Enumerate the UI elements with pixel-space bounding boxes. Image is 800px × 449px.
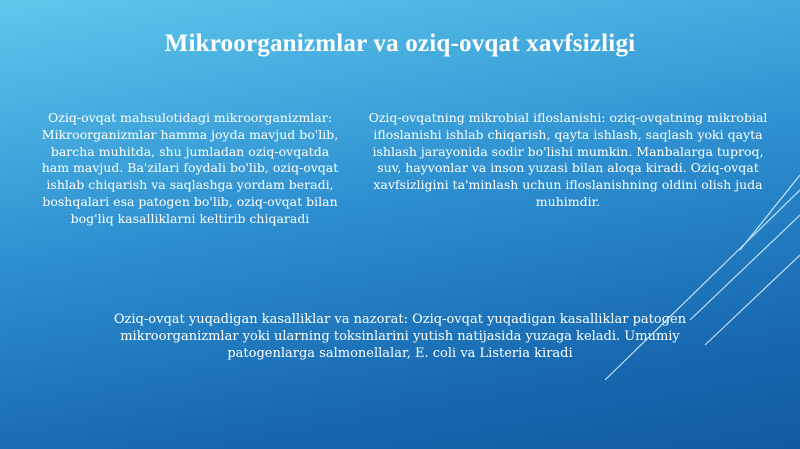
deco-line-2 bbox=[690, 215, 800, 320]
text-block-foodborne-diseases: Oziq-ovqat yuqadigan kasalliklar va nazorat: Oziq-ovqat yuqadigan kasalliklar patogen mikroorganizmlar yoki ularning toksinlarini yutish natijasida yuzaga keladi. Umumiy patogenlarga salmonellalar, E. coli va Listeria kiradi bbox=[113, 312, 687, 361]
text-block-contamination: Oziq-ovqatning mikrobial ifloslanishi: oziq-ovqatning mikrobial ifloslanishi ishlab chiqarish, qayta ishlash, saqlash yoki qayta ishlash jarayonida sodir bo'lishi mumkin. Manbalarga tuproq, suv, hayvonlar va inson yuzasi bilan aloqa kiradi. Oziq-ovqat xavfsizligini ta'minlash uchun ifloslanishning oldini olish juda muhimdir. bbox=[368, 110, 768, 209]
slide-title: Mikroorganizmlar va oziq-ovqat xavfsizligi bbox=[164, 30, 636, 57]
text-block-microorganisms: Oziq-ovqat mahsulotidagi mikroorganizmlar: Mikroorganizmlar hamma joyda mavjud bo'lib, barcha muhitda, shu jumladan oziq-ovqatda ham mavjud. Ba'zilari foydali bo'lib, oziq-ovqat ishlab chiqarish va saqlashga yordam beradi, boshqalari esa patogen bo'lib, oziq-ovqat bilan bog'liq kasalliklarni keltirib chiqaradi bbox=[41, 110, 339, 226]
